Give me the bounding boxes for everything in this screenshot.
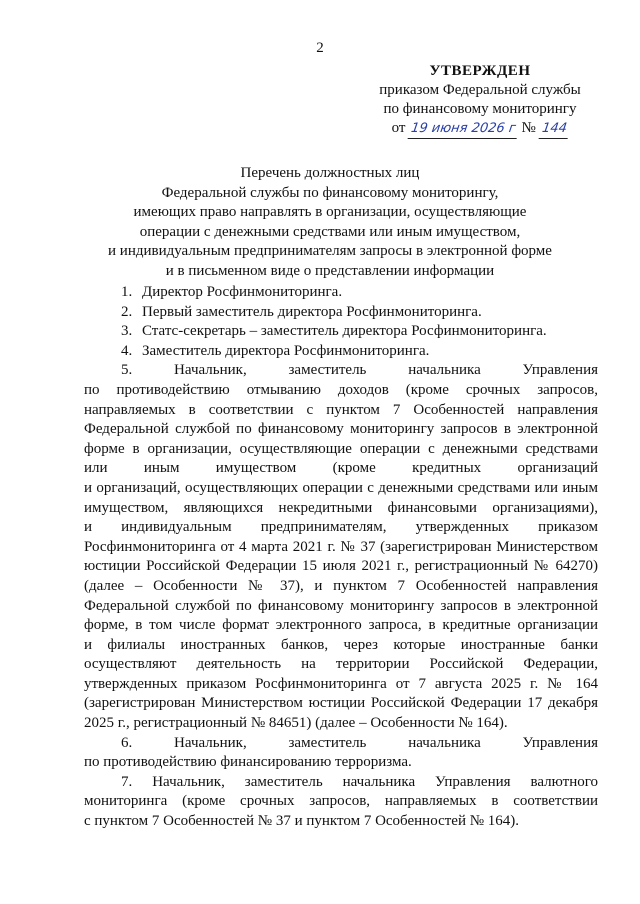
paragraph-line: мониторинга (кроме срочных запросов, направляемых в соответствии <box>84 793 598 810</box>
list-item-3 <box>84 322 598 342</box>
paragraph-line: с пунктом 7 Особенностей № 37 и пунктом 7 Особенностей № 164). <box>84 813 520 830</box>
handwritten-number: 144 <box>538 119 570 139</box>
page-number: 2 <box>316 40 324 56</box>
paragraph-line: 6. Начальник, заместитель начальника Управления <box>121 734 598 751</box>
paragraph-line: 7. Начальник, заместитель начальника Управления валютного <box>121 773 598 790</box>
paragraph-line: или иным имуществом (кроме кредитных организаций <box>84 460 598 477</box>
paragraph-line: (зарегистрирован Министерством юстиции Российской Федерации 17 декабря <box>84 695 598 712</box>
paragraph-line: и филиалы иностранных банков, через которые иностранные банки <box>84 636 598 653</box>
item-number: 1. <box>121 284 133 300</box>
approval-line-1: приказом Федеральной службы <box>379 82 581 98</box>
paragraph-line: имуществом, являющихся некредитными финансовыми организациями), <box>84 499 598 516</box>
paragraph-line: Федеральной службой по финансовому мониторингу запросов в электронной <box>84 597 598 614</box>
heading-line: имеющих право направлять в организации, осуществляющие <box>133 204 527 220</box>
document-heading <box>60 164 600 281</box>
paragraph-line: по противодействию финансированию терроризма. <box>84 754 412 771</box>
approval-title: УТВЕРЖДЕН <box>429 63 531 79</box>
heading-line: операции с денежными средствами или иным имуществом, <box>139 223 521 240</box>
paragraph-line: 5. Начальник, заместитель начальника Управления <box>121 362 598 379</box>
list-item-6 <box>84 734 598 773</box>
list-item-1 <box>84 283 598 303</box>
paragraph-line: утвержденных приказом Росфинмониторинга от 7 августа 2025 г. № 164 <box>84 675 598 692</box>
paragraph-line: по противодействию отмыванию доходов (кроме срочных запросов, <box>84 381 598 398</box>
item-text: Статс-секретарь – заместитель директора Росфинмониторинга. <box>142 323 547 340</box>
list-item-7 <box>84 773 598 832</box>
document-body <box>84 283 598 832</box>
paragraph-line: направляемых в соответствии с пунктом 7 Особенностей направления <box>84 401 598 418</box>
paragraph-line: 2025 г., регистрационный № 84651) (далее – Особенности № 164). <box>84 715 508 732</box>
item-number: 2. <box>121 303 133 320</box>
paragraph-line: юстиции Российской Федерации 15 июля 2021 г., регистрационный № 64270) <box>84 558 598 575</box>
list-item-2 <box>84 303 598 323</box>
heading-line: и индивидуальным предпринимателям запросы в электронной форме <box>108 243 552 259</box>
approval-date-line <box>360 119 600 139</box>
heading-line: и в письменном виде о представлении информации <box>165 262 495 279</box>
heading-line: Перечень должностных лиц <box>240 165 420 181</box>
paragraph-line: осуществляют деятельность на территории Российской Федерации, <box>84 656 598 673</box>
number-prefix: № <box>521 120 536 136</box>
paragraph-line: Федеральной службой по финансовому мониторингу запросов в электронной <box>84 421 598 438</box>
item-number: 4. <box>121 342 133 359</box>
paragraph-line: Росфинмониторинга от 4 марта 2021 г. № 37 (зарегистрирован Министерством <box>84 538 598 555</box>
item-text: Заместитель директора Росфинмониторинга. <box>142 342 430 359</box>
date-prefix: от <box>391 120 406 136</box>
item-text: Директор Росфинмониторинга. <box>142 284 343 300</box>
item-number: 3. <box>121 323 133 340</box>
list-item-4 <box>84 342 598 362</box>
item-text: Первый заместитель директора Росфинмониторинга. <box>142 303 482 320</box>
paragraph-line: и индивидуальным предпринимателям, утвержденных приказом <box>84 519 598 536</box>
paragraph-line: и организаций, осуществляющих операции с денежными средствами или иным <box>84 479 598 496</box>
approval-line-2: по финансовому мониторингу <box>383 101 577 117</box>
heading-line: Федеральной службы по финансовому мониторингу, <box>161 184 499 201</box>
paragraph-line: форме, в том числе формат электронного запроса, в кредитные организации <box>84 617 598 634</box>
paragraph-line: форме в организации, осуществляющие операции с денежными средствами <box>84 440 598 457</box>
paragraph-line: (далее – Особенности № 37), и пунктом 7 Особенностей направления <box>84 577 598 594</box>
approval-stamp-block <box>360 62 600 139</box>
handwritten-date: 19 июня 2026 г <box>408 119 519 139</box>
list-item-5 <box>84 361 598 733</box>
